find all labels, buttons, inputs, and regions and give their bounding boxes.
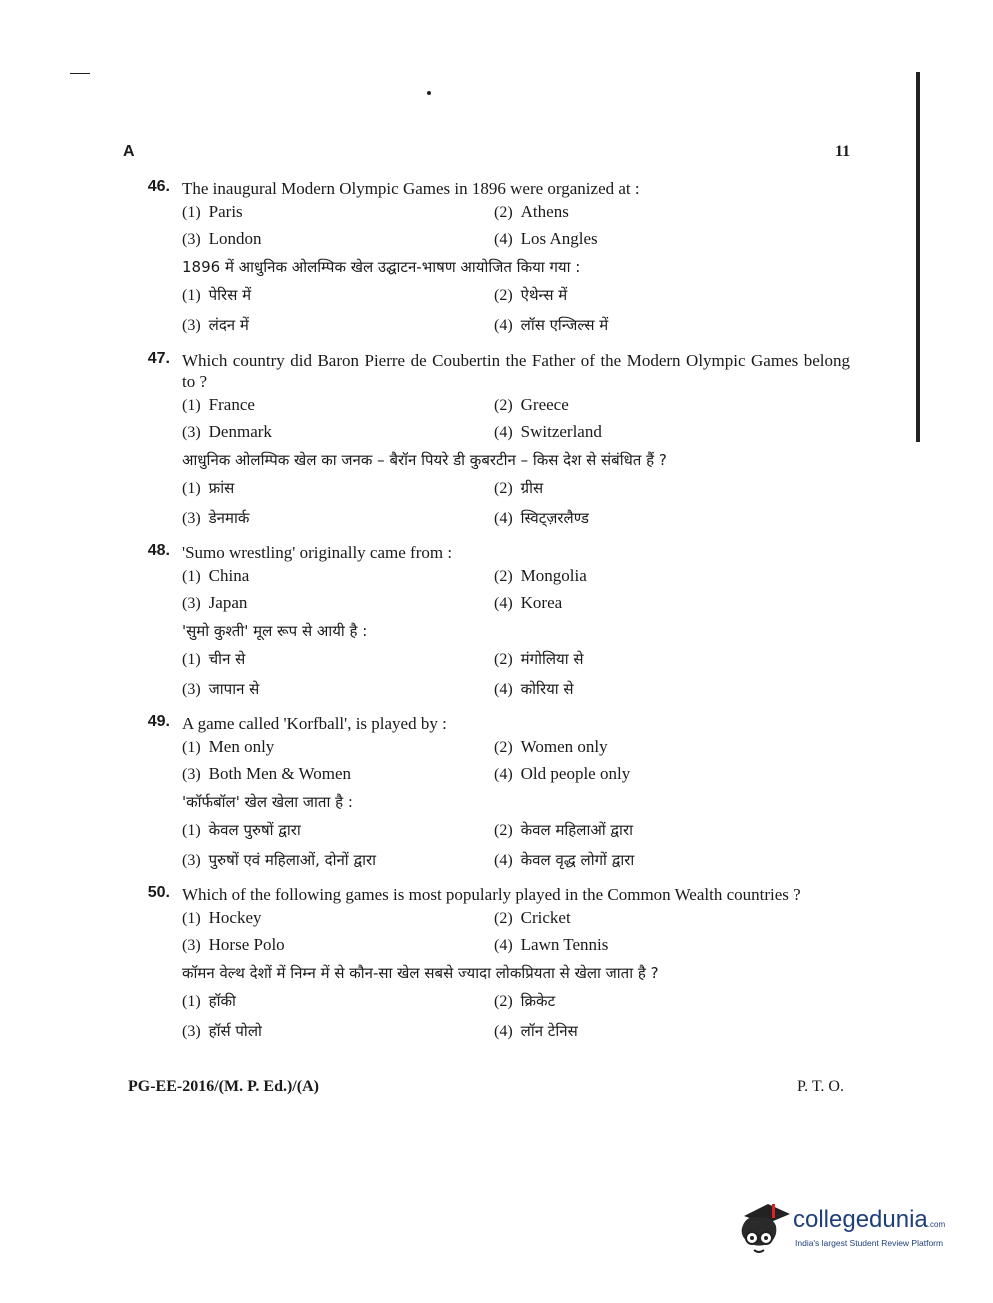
option-number: (2) [494,480,513,497]
option-text: ग्रीस [520,479,544,497]
question-number: 50. [147,884,170,901]
question-49 [130,713,850,875]
option-2 [494,905,794,932]
options-hindi [182,987,850,1046]
option-text: Korea [520,593,563,612]
option-3-hindi [182,675,494,705]
option-text: Japan [208,593,248,612]
option-4-hindi [494,1017,794,1047]
option-1-hindi [182,281,494,311]
scan-mark-dot [427,91,431,95]
collegedunia-logo [738,1198,968,1258]
option-text: डेनमार्क [208,508,250,527]
option-text: चीन से [208,650,246,668]
option-3 [182,590,494,617]
option-2-hindi [494,281,794,311]
option-number: (2) [494,287,513,304]
option-4 [494,761,794,788]
options-english [182,905,850,959]
option-3-hindi [182,311,494,341]
option-text: पुरुषों एवं महिलाओं, दोनों द्वारा [208,850,376,869]
option-1-hindi [182,816,494,846]
question-47 [130,350,850,533]
options-hindi [182,645,850,704]
option-1 [182,905,494,932]
question-number: 47. [147,350,170,367]
option-text: मंगोलिया से [520,650,584,668]
logo-brand: collegedunia [793,1206,928,1233]
option-number: (2) [494,993,513,1010]
options-hindi [182,816,850,875]
option-text: फ्रांस [208,479,235,497]
option-2-hindi [494,474,794,504]
option-text: China [208,566,250,585]
option-number: (3) [182,595,201,612]
option-number: (2) [494,204,513,221]
question-text: The inaugural Modern Olympic Games in 1896 were organized at : [182,179,640,198]
question-50 [130,884,850,1046]
option-number: (3) [182,851,201,869]
option-number: (1) [182,910,201,927]
option-text: Greece [520,395,569,414]
option-2 [494,199,794,226]
option-text: जापान से [208,679,260,698]
exam-code: PG-EE-2016/(M. P. Ed.)/(A) [128,1078,319,1095]
options-hindi [182,474,850,533]
question-46 [130,178,850,340]
option-3-hindi [182,504,494,534]
option-number: (4) [494,509,513,527]
option-number: (3) [182,316,201,334]
question-text-hindi: आधुनिक ओलम्पिक खेल का जनक – बैरॉन पियरे डी कुबरटीन – किस देश से संबंधित हैं ? [182,451,667,469]
question-number: 49. [147,713,170,730]
option-2 [494,563,794,590]
option-1 [182,392,494,419]
option-text: France [208,395,255,414]
question-text-hindi: 1896 में आधुनिक ओलम्पिक खेल उद्घाटन-भाषण आयोजित किया गया : [182,258,581,276]
option-text: केवल पुरुषों द्वारा [208,821,301,839]
option-number: (4) [494,937,513,954]
question-text-hindi: कॉमन वेल्थ देशों में निम्न में से कौन-सा खेल सबसे ज्यादा लोकप्रियता से खेला जाता है ? [182,964,659,982]
option-number: (3) [182,424,201,441]
option-4 [494,590,794,617]
option-number: (2) [494,739,513,756]
logo-tagline: India's largest Student Review Platform [795,1238,944,1248]
option-3 [182,226,494,253]
option-number: (4) [494,231,513,248]
question-48 [130,542,850,704]
option-number: (2) [494,910,513,927]
scan-mark-top-left [70,73,90,74]
option-text: पेरिस में [208,286,252,304]
question-text-hindi: 'सुमो कुश्ती' मूल रूप से आयी है : [182,622,368,640]
option-2-hindi [494,987,794,1017]
option-text: लंदन में [208,315,249,334]
option-number: (1) [182,993,201,1010]
options-english [182,199,850,253]
option-3-hindi [182,846,494,876]
option-3 [182,419,494,446]
option-1 [182,199,494,226]
option-number: (2) [494,397,513,414]
options-english [182,563,850,617]
option-3-hindi [182,1017,494,1047]
option-text: Cricket [520,908,571,927]
option-text: केवल महिलाओं द्वारा [520,821,633,839]
option-number: (1) [182,568,201,585]
options-english [182,392,850,446]
page-number: 11 [835,143,851,160]
option-text: Hockey [208,908,262,927]
option-text: हॉकी [208,992,236,1010]
option-text: हॉर्स पोलो [208,1021,262,1040]
option-text: Lawn Tennis [520,935,609,954]
question-text-hindi: 'कॉर्फबॉल' खेल खेला जाता है : [182,793,353,811]
option-number: (3) [182,231,201,248]
option-text: London [208,229,262,248]
option-text: लॉन टेनिस [520,1021,578,1040]
question-text: 'Sumo wrestling' originally came from : [182,543,453,562]
option-1-hindi [182,645,494,675]
option-number: (1) [182,739,201,756]
option-number: (1) [182,822,201,839]
question-text: Which of the following games is most popularly played in the Common Wealth countries ? [182,885,801,904]
option-text: स्विट्ज़रलैण्ड [520,508,589,527]
option-1 [182,734,494,761]
option-text: Switzerland [520,422,602,441]
option-text: Paris [208,202,243,221]
option-4 [494,226,794,253]
option-number: (1) [182,204,201,221]
logo-wordmark [793,1206,945,1234]
series-label: A [123,143,135,160]
option-text: क्रिकेट [520,992,556,1010]
question-number: 46. [147,178,170,195]
option-number: (3) [182,937,201,954]
option-number: (2) [494,822,513,839]
option-number: (4) [494,595,513,612]
option-1-hindi [182,474,494,504]
question-text: Which country did Baron Pierre de Coubertin the Father of the Modern Olympic Games belong to ? [182,351,850,391]
option-1 [182,563,494,590]
option-2-hindi [494,645,794,675]
option-number: (3) [182,509,201,527]
option-text: Los Angles [520,229,598,248]
option-1-hindi [182,987,494,1017]
option-2 [494,392,794,419]
options-hindi [182,281,850,340]
option-2 [494,734,794,761]
option-3 [182,932,494,959]
pto-label: P. T. O. [797,1078,844,1095]
option-text: Women only [520,737,608,756]
option-number: (1) [182,397,201,414]
option-4 [494,932,794,959]
scan-mark-right-edge [916,72,920,442]
option-4 [494,419,794,446]
option-number: (2) [494,568,513,585]
option-text: कोरिया से [520,679,574,698]
option-text: Old people only [520,764,631,783]
option-number: (1) [182,480,201,497]
option-number: (2) [494,651,513,668]
option-number: (4) [494,1022,513,1040]
option-number: (4) [494,316,513,334]
question-number: 48. [147,542,170,559]
option-3 [182,761,494,788]
option-number: (1) [182,287,201,304]
option-text: केवल वृद्ध लोगों द्वारा [520,850,635,869]
options-english [182,734,850,788]
mascot-icon [738,1198,792,1256]
option-4-hindi [494,846,794,876]
option-text: लॉस एन्जिल्स में [520,315,609,334]
option-text: Mongolia [520,566,587,585]
question-text: A game called 'Korfball', is played by : [182,714,447,733]
option-text: Both Men & Women [208,764,351,783]
option-4-hindi [494,504,794,534]
option-4-hindi [494,675,794,705]
option-4-hindi [494,311,794,341]
option-number: (4) [494,424,513,441]
option-number: (3) [182,680,201,698]
option-text: ऐथेन्स में [520,286,568,304]
option-text: Denmark [208,422,272,441]
option-number: (4) [494,851,513,869]
option-number: (3) [182,766,201,783]
option-number: (4) [494,766,513,783]
option-number: (3) [182,1022,201,1040]
option-text: Horse Polo [208,935,285,954]
logo-suffix: .com [927,1220,946,1229]
option-text: Athens [520,202,569,221]
option-number: (1) [182,651,201,668]
option-2-hindi [494,816,794,846]
option-number: (4) [494,680,513,698]
option-text: Men only [208,737,275,756]
